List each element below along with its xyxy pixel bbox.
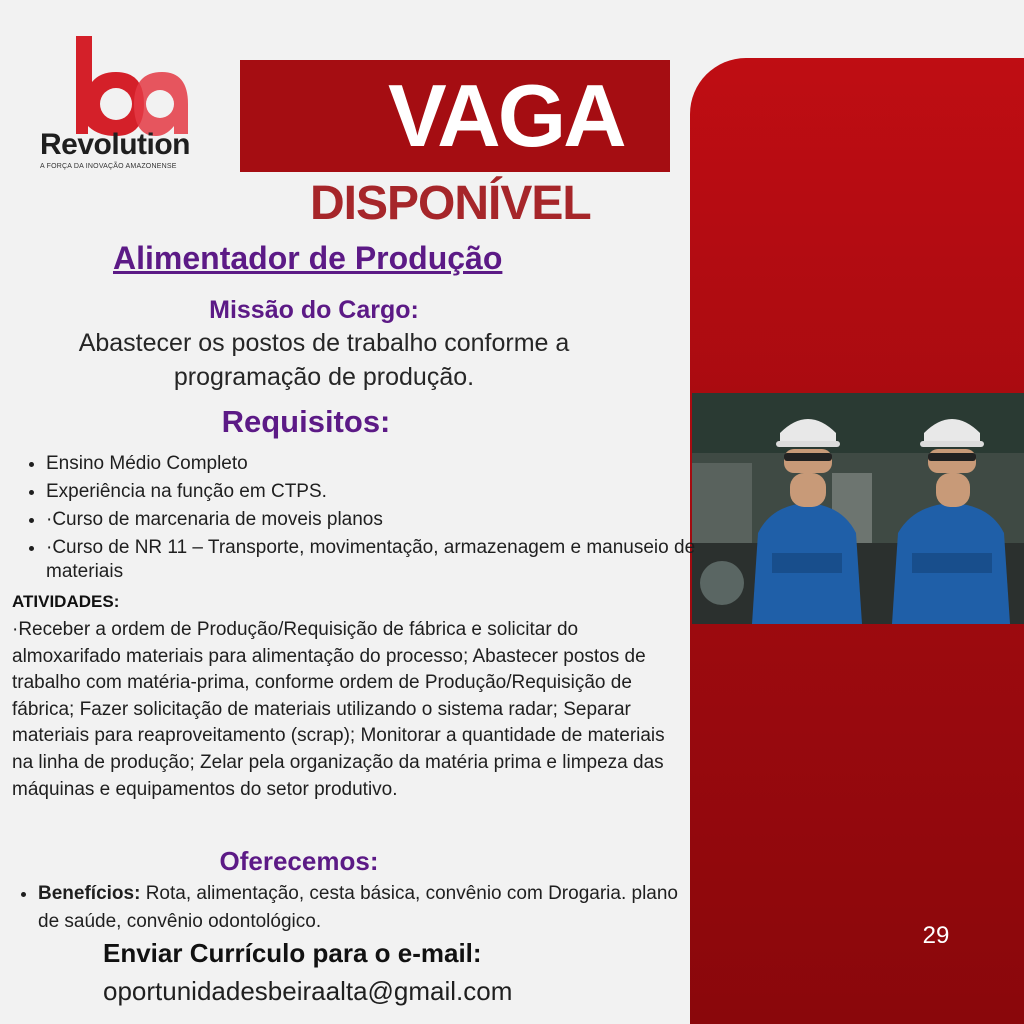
workers-illustration [692, 393, 1024, 624]
contact-heading: Enviar Currículo para o e-mail: [103, 938, 482, 968]
page-number: 29 [922, 922, 950, 949]
requirements-heading: Requisitos: [221, 404, 391, 439]
requirement-item: • Experiência na função em CTPS. [46, 480, 716, 504]
benefit-label: Benefícios: [38, 883, 141, 904]
requirement-item: • ·Curso de marcenaria de moveis planos [46, 508, 716, 532]
offer-list [8, 880, 678, 936]
requirement-item: • Ensino Médio Completo [46, 452, 716, 476]
vaga-heading: VAGA [388, 66, 624, 165]
disponivel-heading: DISPONÍVEL [310, 177, 591, 230]
logo-brand-name: Revolution [40, 128, 190, 161]
offer-heading: Oferecemos: [219, 846, 379, 876]
job-title: Alimentador de Produção [113, 240, 503, 276]
requirements-list [14, 452, 716, 588]
benefit-item [38, 880, 678, 936]
mission-text [0, 326, 648, 394]
contact-email[interactable]: oportunidadesbeiraalta@gmail.com [103, 976, 513, 1006]
mission-line-1: Abastecer os postos de trabalho conforme a [78, 329, 570, 357]
benefit-text: Rota, alimentação, cesta básica, convênio com Drogaria. plano de saúde, convênio odontológico. [38, 883, 678, 932]
workers-photo [692, 393, 1024, 624]
logo-tagline: A FORÇA DA INOVAÇÃO AMAZONENSE [40, 163, 177, 170]
requirement-item: • ·Curso de NR 11 – Transporte, movimentação, armazenagem e manuseio de materiais [46, 536, 716, 584]
mission-line-2: programação de produção. [173, 363, 475, 391]
mission-heading: Missão do Cargo: [209, 296, 419, 324]
activities-heading: ATIVIDADES: [12, 592, 120, 611]
activities-text: ·Receber a ordem de Produção/Requisição de fábrica e solicitar do almoxarifado materiais para alimentação do processo; Abastecer postos de trabalho com matéria-prima, conforme ordem de Produção/Requisição de fábrica; Fazer solicitação de materiais utilizando o sistema radar; Separar materiais para reaproveitamento (scrap); Monitorar a quantidade de materiais na linha de produção; Zelar pela organização da matéria prima e limpeza das máquinas e equipamentos do setor produtivo. [12, 619, 665, 800]
